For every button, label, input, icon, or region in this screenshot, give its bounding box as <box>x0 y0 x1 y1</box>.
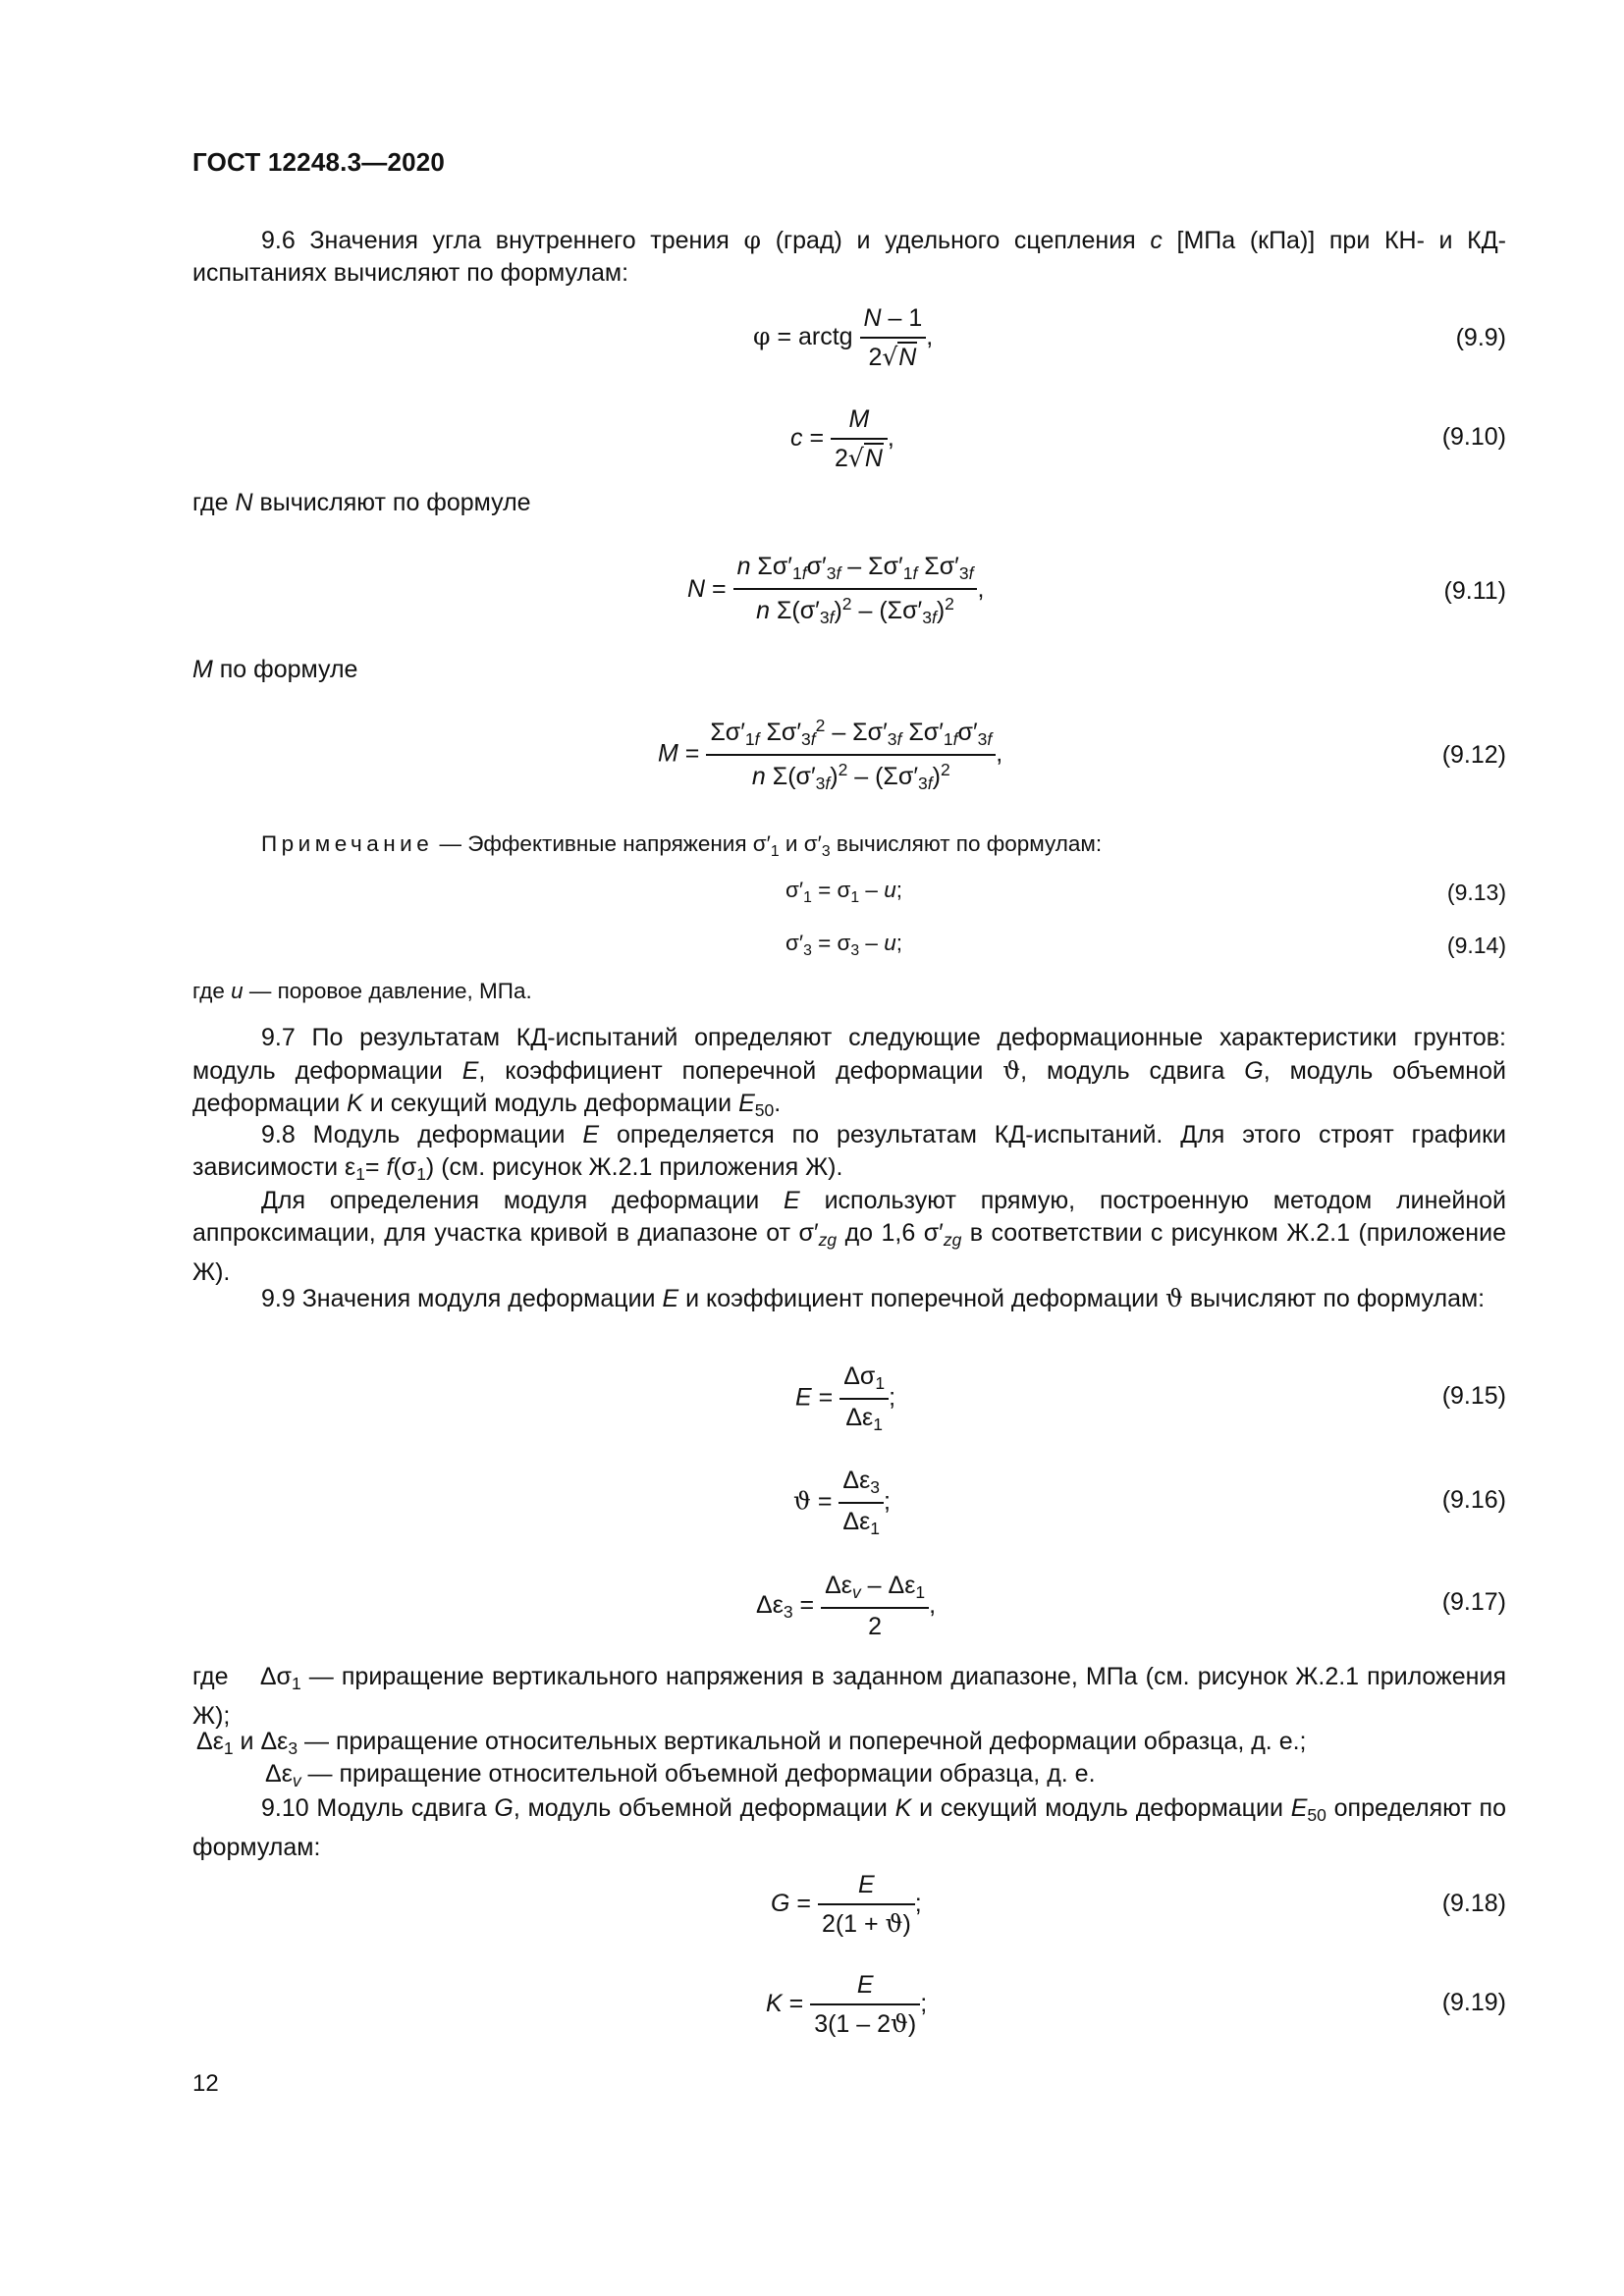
paragraph-9-10: 9.10 Модуль сдвига G, модуль объемной деформации K и секущий модуль деформации $E_{50}$ определяют по формулам: <box>192 1794 1506 1861</box>
equation-number: (9.17) <box>1441 1588 1506 1616</box>
legend-line-3: $\Delta\varepsilon_v$ — приращение относительной объемной деформации образца, д. е. <box>265 1760 1096 1790</box>
formula-9-13: $\sigma'_1 = \sigma_1 - u$; <box>785 878 902 906</box>
formula-9-9: φ = arctg $\frac{N - 1}{2√N}$ , <box>753 304 934 371</box>
equation-number: (9.14) <box>1446 933 1506 958</box>
where-m-text: M по формуле <box>192 656 358 683</box>
equation-number: (9.9) <box>1455 324 1506 351</box>
formula-9-16: ϑ = $\frac{\Delta\varepsilon_3}{\Delta\varepsilon_1}$ ; <box>793 1467 891 1538</box>
legend-line-2: $\Delta\varepsilon_1$ и $\Delta\varepsilon_3$ — приращение относительных вертикальной и поперечной деформации образца, д. е.; <box>196 1728 1307 1758</box>
formula-9-17: $\Delta\varepsilon_3$ = $\frac{\Delta\varepsilon_v - \Delta\varepsilon_1}{2}$ , <box>756 1572 937 1640</box>
formula-9-10: c = $\frac{M}{2√N}$ , <box>790 405 894 472</box>
where-u-text: где u — поровое давление, МПа. <box>192 979 532 1003</box>
equation-number: (9.18) <box>1441 1890 1506 1917</box>
formula-9-19: K = $\frac{E}{3(1 - 2ϑ)}$ ; <box>766 1971 928 2038</box>
equation-number: (9.12) <box>1441 741 1506 769</box>
document-header: ГОСТ 12248.3—2020 <box>192 147 446 177</box>
formula-9-11: N = $\frac{n \Sigma\sigma'_{1f}\sigma'_{3f} - \Sigma\sigma'_{1f} \Sigma\sigma'_{3f}}{n \Sigma(\sigma'_{3f})^2 - (\Sigma\sigma'_{3f})^2}$ , <box>687 553 985 627</box>
equation-number: (9.11) <box>1443 577 1506 605</box>
page-number: 12 <box>192 2070 219 2097</box>
paragraph-9-8-b: Для определения модуля деформации E используют прямую, построенную методом линейной аппроксимации, для участка кривой в диапазоне от $\sigma'_{zg}$ до 1,6 $\sigma'_{zg}$ в соответствии с рисунком Ж.2.1 (приложение Ж). <box>192 1187 1506 1286</box>
legend-line-1: где $\Delta\sigma_1$ — приращение вертикального напряжения в заданном диапазоне, МПа (см. рисунок Ж.2.1 приложения Ж); <box>192 1663 1506 1730</box>
formula-9-14: $\sigma'_3 = \sigma_3 - u$; <box>785 931 902 959</box>
equation-number: (9.19) <box>1441 1989 1506 2016</box>
paragraph-9-7: 9.7 По результатам КД-испытаний определяют следующие деформационные характеристики грунтов: модуль деформации E, коэффициент поперечной деформации ϑ, модуль сдвига G, модуль объемной деформации K и секущий модуль деформации $E_{50}$. <box>192 1024 1506 1120</box>
equation-number: (9.13) <box>1446 880 1506 905</box>
formula-9-12: M = $\frac{\Sigma\sigma'_{1f} \Sigma\sigma'_{3f}^2 - \Sigma\sigma'_{3f} \Sigma\sigma'_{1f}\sigma'_{3f}}{n \Sigma(\sigma'_{3f})^2 - (\Sigma\sigma'_{3f})^2}$ , <box>658 716 1003 793</box>
formula-9-18: G = $\frac{E}{2(1 + ϑ)}$ ; <box>771 1871 922 1938</box>
paragraph-9-6: 9.6 Значения угла внутреннего трения φ (град) и удельного сцепления c [МПа (кПа)] при КН- и КД-испытаниях вычисляют по формулам: <box>192 226 1506 287</box>
equation-number: (9.16) <box>1441 1486 1506 1514</box>
paragraph-9-8: 9.8 Модуль деформации E определяется по результатам КД-испытаний. Для этого строят графики зависимости $\varepsilon_1= f(\sigma_1)$ (см. рисунок Ж.2.1 приложения Ж). <box>192 1121 1506 1184</box>
note: Примечание — Эффективные напряжения $\sigma'_1$ и $\sigma'_3$ вычисляют по формулам: <box>261 831 1103 860</box>
equation-number: (9.15) <box>1441 1382 1506 1410</box>
formula-9-15: E = $\frac{\Delta\sigma_1}{\Delta\varepsilon_1}$ ; <box>795 1362 896 1434</box>
where-n-text: где N вычисляют по формуле <box>192 489 531 516</box>
equation-number: (9.10) <box>1441 423 1506 451</box>
paragraph-9-9: 9.9 Значения модуля деформации E и коэффициент поперечной деформации ϑ вычисляют по формулам: <box>261 1284 1486 1312</box>
